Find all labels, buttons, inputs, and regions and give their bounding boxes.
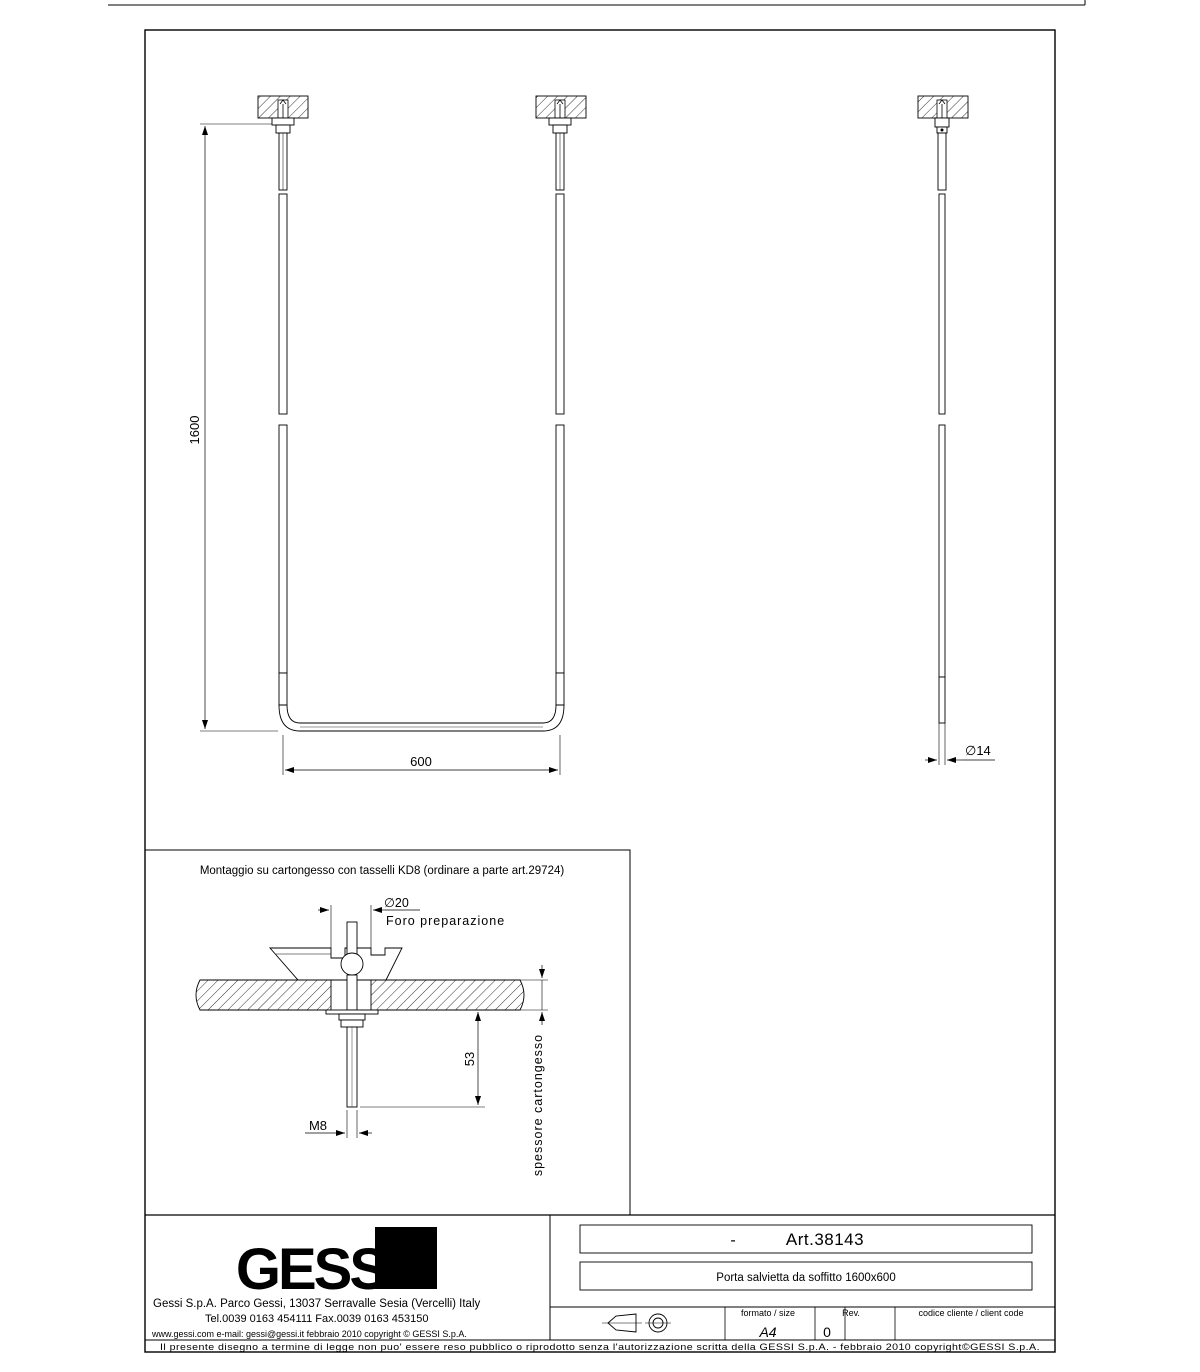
article-number: Art.38143 (785, 1230, 865, 1249)
company-line: Gessi S.p.A. Parco Gessi, 13037 Serravalle Sesia (Vercelli) Italy (153, 1298, 481, 1310)
footer-note: Il presente disegno a termine di legge non puo' essere reso pubblico o riprodotto senza l'autorizzazione scritta della GESSI S.p.A. - febbraio 2010 copyright©GESSI S.p.A. (160, 1342, 1040, 1353)
format-label: formato / size (740, 1308, 796, 1318)
front-view (200, 96, 586, 775)
ceiling-block-left (258, 96, 308, 190)
product-description: Porta salvietta da soffitto 1600x600 (716, 1272, 896, 1284)
nut (341, 1020, 363, 1027)
ceiling-block-right (536, 96, 586, 190)
side-view (918, 96, 995, 765)
hole-diameter-label: ∅20 (384, 896, 409, 910)
gessi-logo: GESSI (235, 1237, 399, 1302)
detail-title: Montaggio su cartongesso con tasselli KD8 (ordinare a parte art.29724) (199, 865, 565, 877)
format-value: A4 (759, 1324, 777, 1340)
rod-left-upper (279, 194, 287, 414)
rod-diameter-label: ∅14 (965, 743, 991, 758)
stud-length-label: 53 (462, 1051, 477, 1067)
rod-right-lower (556, 425, 564, 673)
hole-label: Foro preparazione (386, 914, 506, 928)
rev-label: Rev. (842, 1308, 860, 1318)
panel-thickness-label: spessore cartongesso (531, 1033, 545, 1177)
projection-symbol-icon (602, 1314, 671, 1332)
rod-right-upper (556, 194, 564, 414)
client-code-label: codice cliente / client code (918, 1308, 1024, 1318)
thread-label: M8 (308, 1118, 328, 1133)
rod-left-lower (279, 425, 287, 673)
width-dimension-label: 600 (410, 754, 432, 769)
mounting-detail (196, 905, 548, 1138)
phone-line: Tel.0039 0163 454111 Fax.0039 0163 453150 (205, 1313, 429, 1325)
washer (326, 1010, 378, 1014)
article-dash: - (730, 1232, 736, 1249)
anchor-flange (270, 948, 402, 980)
web-line: www.gessi.com e-mail: gessi@gessi.it febbraio 2010 copyright © GESSI S.p.A. (152, 1329, 467, 1339)
height-dimension-label: 1600 (187, 415, 202, 445)
rev-value: 0 (823, 1324, 831, 1340)
